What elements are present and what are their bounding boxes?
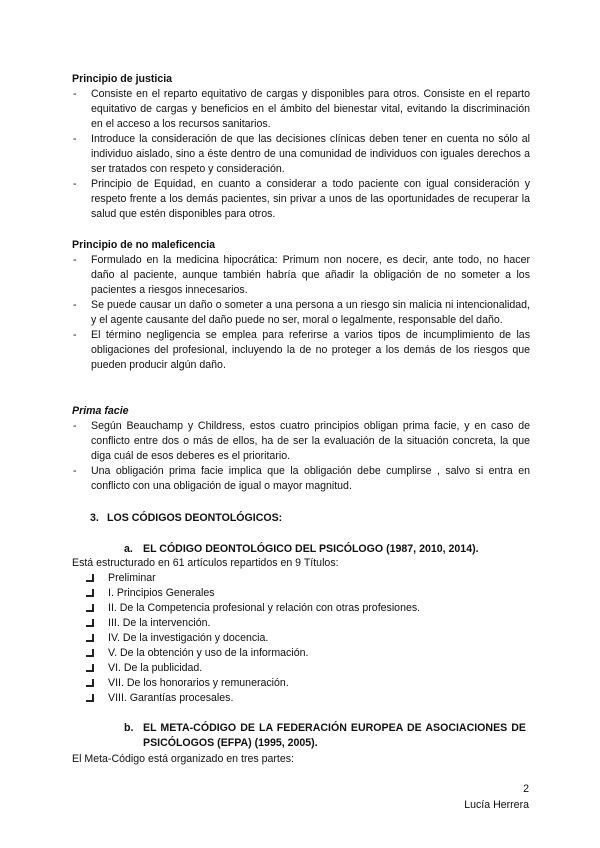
section-3-number: 3. [90, 512, 99, 524]
list-item: - Introduce la consideración de que las decisiones clínicas deben tener en cuenta no sólo al individuo aislado, sino a éste dentro de una comunidad de individuos con iguales derechos a ser tratados con respeto y consideración. [72, 132, 530, 177]
subsection-b-letter: b. [124, 722, 134, 734]
subsection-a-heading [124, 542, 479, 557]
section-3-title: LOS CÓDIGOS DEONTOLÓGICOS: [107, 512, 283, 524]
author-name: Lucía Herrera [464, 799, 529, 811]
list-prima-facie [72, 419, 530, 494]
checkbox-bullet-icon [86, 649, 94, 657]
subsection-a-intro: Está estructurado en 61 artículos repartidos en 9 Títulos: [72, 557, 339, 569]
list-item: VI. De la publicidad. [86, 661, 526, 676]
checkbox-bullet-icon [86, 694, 94, 702]
list-item: - Principio de Equidad, en cuanto a considerar a todo paciente con igual consideración y respeto frente a los demás pacientes, sin privar a unos de las oportunidades de recuperar la salud que estén disponibles para otros. [72, 177, 530, 222]
subsection-b-title: EL META-CÓDIGO DE LA FEDERACIÓN EUROPEA DE ASOCIACIONES DE PSICÓLOGOS (EFPA) (1995, 2005). [143, 722, 526, 749]
subsection-b-intro: El Meta-Código está organizado en tres partes: [72, 753, 295, 765]
list-item: - El término negligencia se emplea para referirse a varios tipos de incumplimiento de las obligaciones del profesional, incluyendo la de no proteger a los demás de los riesgos que pueden producir algún daño. [72, 328, 530, 373]
checkbox-bullet-icon [86, 604, 94, 612]
list-item: VII. De los honorarios y remuneración. [86, 676, 526, 691]
heading-justicia: Principio de justicia [72, 73, 173, 85]
list-no-maleficencia [72, 253, 530, 373]
subsection-a-letter: a. [124, 543, 133, 555]
section-3-heading [90, 511, 282, 526]
subsection-a-title: EL CÓDIGO DEONTOLÓGICO DEL PSICÓLOGO (1987, 2010, 2014). [143, 543, 479, 555]
list-item: - Consiste en el reparto equitativo de cargas y disponibles para otros. Consiste en el reparto equitativo de cargas y beneficios en el ámbito del bienestar vital, evitando la discriminación en el acceso a los recursos sanitarios. [72, 87, 530, 132]
list-item: III. De la intervención. [86, 616, 526, 631]
list-justicia [72, 87, 530, 222]
titles-list [86, 571, 526, 706]
list-item: - Según Beauchamp y Childress, estos cuatro principios obligan prima facie, y en caso de conflicto entre dos o más de ellos, ha de ser la evaluación de la situación concreta, la que diga cuál de esos deberes es el prioritario. [72, 419, 530, 464]
section-justicia [72, 72, 530, 222]
checkbox-bullet-icon [86, 679, 94, 687]
checkbox-bullet-icon [86, 574, 94, 582]
list-item: II. De la Competencia profesional y relación con otras profesiones. [86, 601, 526, 616]
list-item: VIII. Garantías procesales. [86, 691, 526, 706]
list-item: - Formulado en la medicina hipocrática: Primum non nocere, es decir, ante todo, no hacer daño al paciente, aunque también habría que añadir la obligación de no someter a los pacientes a riesgos innecesarios. [72, 253, 530, 298]
checkbox-bullet-icon [86, 664, 94, 672]
page-number: 2 [523, 783, 529, 795]
checkbox-bullet-icon [86, 589, 94, 597]
list-item: - Se puede causar un daño o someter a una persona a un riesgo sin malicia ni intencionalidad, y el agente causante del daño puede no ser, moral o legalmente, responsable del daño. [72, 298, 530, 328]
list-item: Preliminar [86, 571, 526, 586]
heading-prima-facie: Prima facie [72, 405, 129, 417]
checkbox-bullet-icon [86, 634, 94, 642]
list-item: V. De la obtención y uso de la información. [86, 646, 526, 661]
subsection-b-heading [124, 721, 526, 751]
heading-no-maleficencia: Principio de no maleficencia [72, 239, 216, 251]
list-item: I. Principios Generales [86, 586, 526, 601]
list-item: IV. De la investigación y docencia. [86, 631, 526, 646]
list-item: - Una obligación prima facie implica que la obligación debe cumplirse , salvo si entra en conflicto con una obligación de igual o mayor magnitud. [72, 464, 530, 494]
checkbox-bullet-icon [86, 619, 94, 627]
section-no-maleficencia [72, 238, 530, 373]
section-prima-facie [72, 404, 530, 494]
